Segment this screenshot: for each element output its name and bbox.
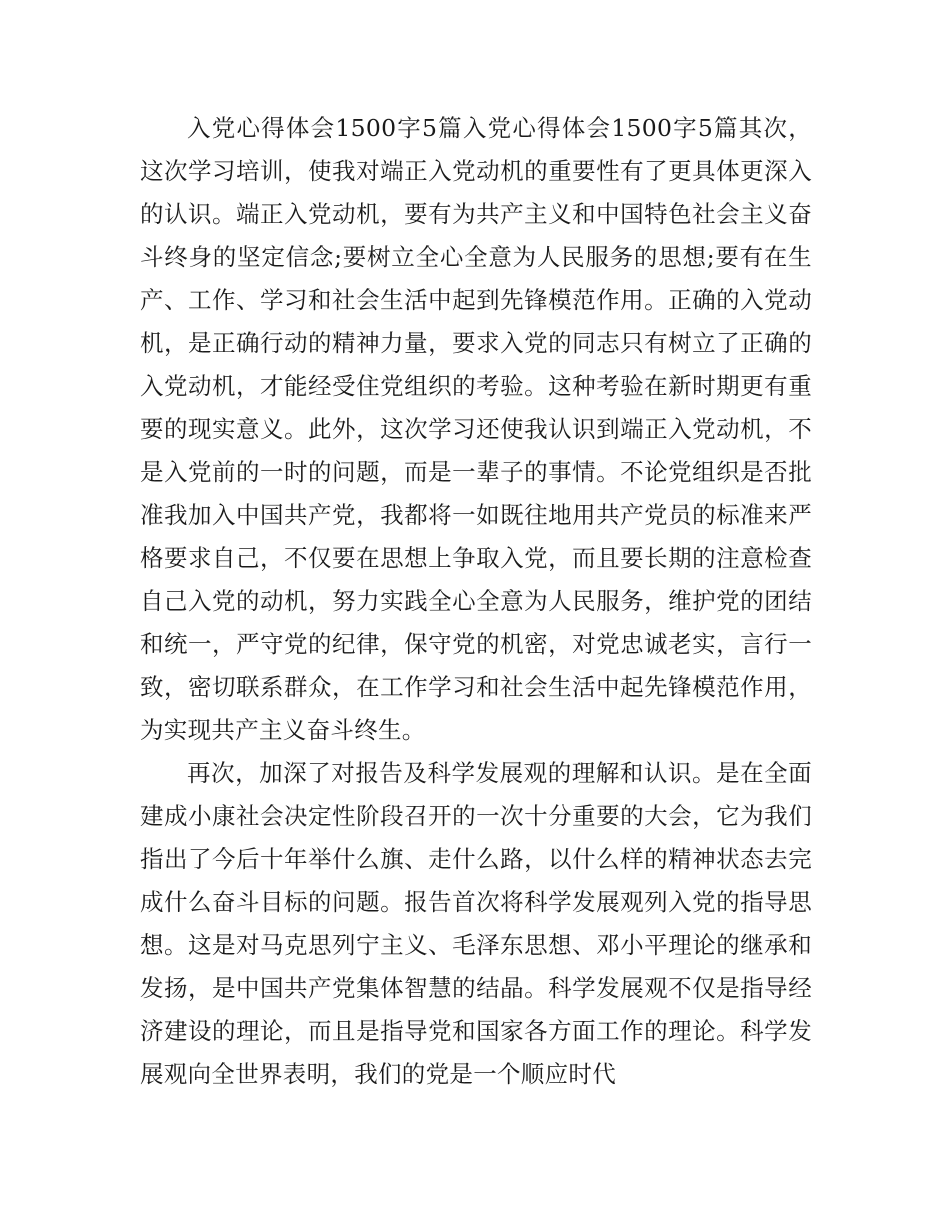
- paragraph-1: 入党心得体会1500字5篇入党心得体会1500字5篇其次，这次学习培训，使我对端正入党动机的重要性有了更具体更深入的认识。端正入党动机，要有为共产主义和中国特色社会主义奋斗终身的坚定信念;要树立全心全意为人民服务的思想;要有在生产、工作、学习和社会生活中起到先锋模范作用。正确的入党动机，是正确行动的精神力量，要求入党的同志只有树立了正确的入党动机，才能经受住党组织的考验。这种考验在新时期更有重要的现实意义。此外，这次学习还使我认识到端正入党动机，不是入党前的一时的问题，而是一辈子的事情。不论党组织是否批准我加入中国共产党，我都将一如既往地用共产党员的标准来严格要求自己，不仅要在思想上争取入党，而且要长期的注意检查自己入党的动机，努力实践全心全意为人民服务，维护党的团结和统一，严守党的纪律，保守党的机密，对党忠诚老实，言行一致，密切联系群众，在工作学习和社会生活中起先锋模范作用，为实现共产主义奋斗终生。: [140, 114, 812, 744]
- paragraph-2: 再次，加深了对报告及科学发展观的理解和认识。是在全面建成小康社会决定性阶段召开的一次十分重要的大会，它为我们指出了今后十年举什么旗、走什么路，以什么样的精神状态去完成什么奋斗目标的问题。报告首次将科学发展观列入党的指导思想。这是对马克思列宁主义、毛泽东思想、邓小平理论的继承和发扬，是中国共产党集体智慧的结晶。科学发展观不仅是指导经济建设的理论，而且是指导党和国家各方面工作的理论。科学发展观向全世界表明，我们的党是一个顺应时代: [140, 759, 812, 1088]
- document-body: [140, 107, 812, 1096]
